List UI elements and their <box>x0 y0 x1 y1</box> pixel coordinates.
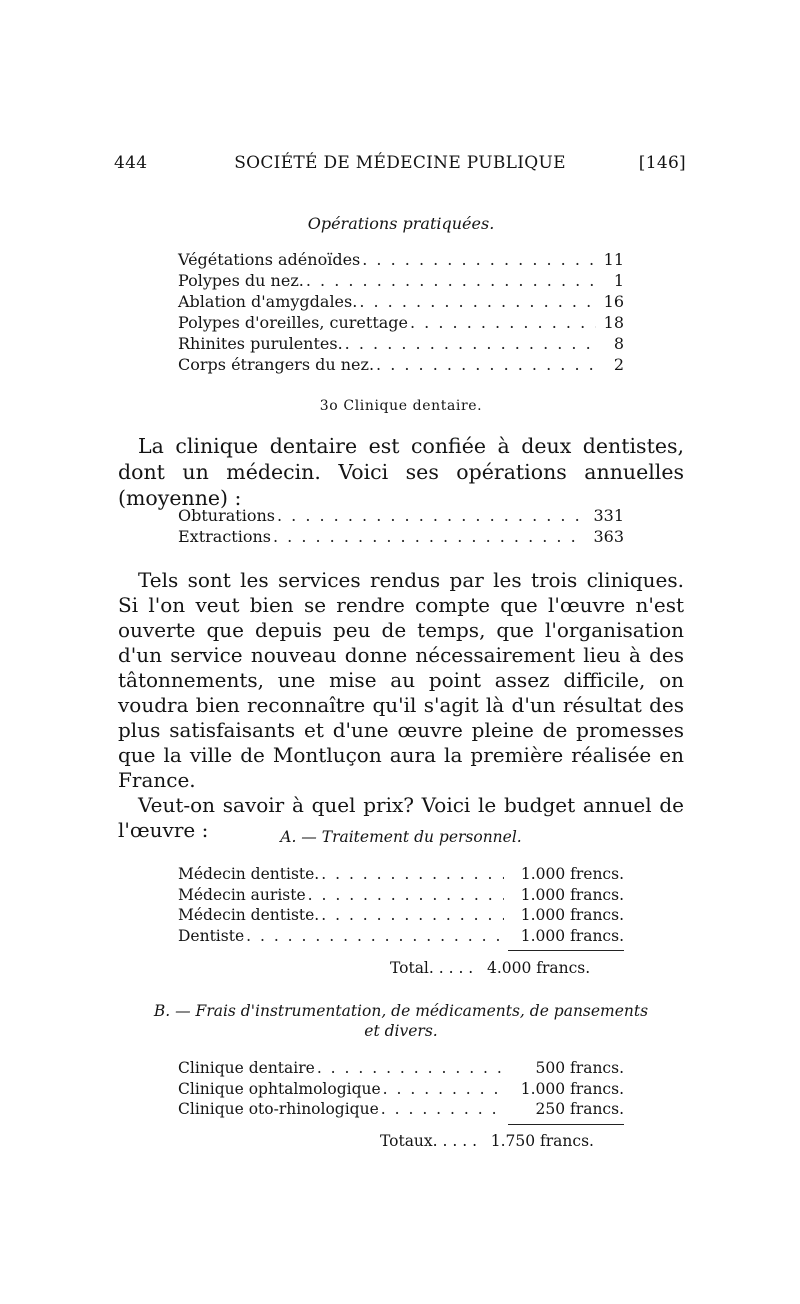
item-value: 11 <box>603 250 624 269</box>
list-item <box>178 291 624 312</box>
paragraph-text: La clinique dentaire est confiée à deux dentistes, dont un médecin. Voici ses opérations annuelles (moyenne) : <box>118 434 684 510</box>
item-label: Clinique ophtalmologique <box>178 1079 381 1098</box>
item-amount: 1.000 frencs. <box>520 865 624 883</box>
leader-dots <box>308 885 504 906</box>
item-amount: 1.000 francs. <box>520 926 624 945</box>
section-a-heading: A. — Traitement du personnel. <box>280 828 522 846</box>
item-label: Corps étrangers du nez. <box>178 355 375 374</box>
total-amount: 1.750 francs. <box>490 1132 594 1150</box>
dental-operations-list <box>178 505 624 547</box>
bracket-reference: [146] <box>638 153 686 173</box>
item-label: Rhinites purulentes. <box>178 334 343 353</box>
item-value: 8 <box>613 334 624 353</box>
list-item <box>178 354 624 375</box>
item-amount: 500 francs. <box>535 1059 624 1077</box>
section-b-heading-line2: et divers. <box>364 1022 438 1040</box>
leader-dots <box>246 926 504 947</box>
supplies-budget-list <box>178 1058 624 1120</box>
total-label: Total. . . . . <box>390 959 474 977</box>
total-label: Totaux. . . . . <box>380 1132 478 1150</box>
item-value: 18 <box>603 313 624 332</box>
item-label: Dentiste <box>178 926 245 945</box>
section-b-total <box>380 1132 594 1150</box>
item-label: Extractions <box>178 527 271 546</box>
leader-dots <box>306 270 596 291</box>
total-rule <box>508 950 624 951</box>
list-item <box>178 864 624 885</box>
list-item <box>178 333 624 354</box>
leader-dots <box>376 354 596 375</box>
item-label: Végétations adénoïdes <box>178 250 361 269</box>
running-header <box>114 153 686 181</box>
item-value: 16 <box>603 292 624 311</box>
leader-dots <box>381 1099 504 1120</box>
item-label: Polypes du nez. <box>178 271 304 290</box>
list-item <box>178 270 624 291</box>
item-value: 2 <box>613 355 624 374</box>
item-value: 331 <box>593 506 624 525</box>
item-amount: 1.000 francs. <box>520 1079 624 1098</box>
item-amount: 1.000 francs. <box>520 906 624 924</box>
item-label: Clinique dentaire <box>178 1059 315 1077</box>
item-label: Médecin dentiste. <box>178 865 320 883</box>
list-item <box>178 926 624 947</box>
leader-dots <box>317 1058 504 1079</box>
item-label: Médecin auriste <box>178 885 306 904</box>
list-item <box>178 249 624 270</box>
item-value: 363 <box>593 527 624 546</box>
item-label: Polypes d'oreilles, curettage <box>178 313 408 332</box>
item-value: 1 <box>613 271 624 290</box>
leader-dots <box>410 312 596 333</box>
operations-heading: Opérations pratiquées. <box>307 214 495 233</box>
leader-dots <box>321 905 504 926</box>
operations-list <box>178 249 624 375</box>
item-label: Clinique oto-rhinologique <box>178 1100 379 1118</box>
list-item <box>178 526 624 547</box>
totals-rule <box>508 1124 624 1125</box>
item-amount: 250 francs. <box>535 1100 624 1118</box>
page-number: 444 <box>114 153 148 173</box>
list-item <box>178 1099 624 1120</box>
item-label: Ablation d'amygdales. <box>178 292 358 311</box>
total-amount: 4.000 francs. <box>486 959 591 977</box>
paragraph-text: Tels sont les services rendus par les trois cliniques. Si l'on veut bien se rendre compte que l'œuvre n'est ouverte que depuis peu de temps, que l'organisation d'un service nouveau donne nécessairement lieu à des tâtonnements, une mise au point assez difficile, on voudra bien reconnaître qu'il s'agit là d'un résultat des plus satisfaisants et d'une œuvre pleine de promesses que la ville de Montluçon aura la première réalisée en France. <box>118 568 684 792</box>
leader-dots <box>277 505 584 526</box>
list-item <box>178 505 624 526</box>
running-title: SOCIÉTÉ DE MÉDECINE PUBLIQUE <box>234 153 566 173</box>
list-item <box>178 885 624 906</box>
item-label: Médecin dentiste. <box>178 906 320 924</box>
personnel-budget-list <box>178 864 624 946</box>
paragraph-text: Veut-on savoir à quel prix? Voici le budget annuel de l'œuvre : <box>118 793 684 842</box>
list-item <box>178 1079 624 1100</box>
section-b-heading-line1: B. — Frais d'instrumentation, de médicaments, de pansements <box>153 1002 649 1020</box>
item-amount: 1.000 francs. <box>520 885 624 904</box>
leader-dots <box>273 526 584 547</box>
leader-dots <box>383 1079 504 1100</box>
leader-dots <box>359 291 596 312</box>
dental-clinic-heading: 3o Clinique dentaire. <box>319 398 483 414</box>
list-item <box>178 905 624 926</box>
leader-dots <box>321 864 504 885</box>
leader-dots <box>362 249 596 270</box>
section-a-total <box>390 959 590 977</box>
list-item <box>178 312 624 333</box>
list-item <box>178 1058 624 1079</box>
leader-dots <box>345 333 596 354</box>
dental-intro-paragraph <box>118 433 684 511</box>
body-text <box>118 568 684 843</box>
item-label: Obturations <box>178 506 275 525</box>
